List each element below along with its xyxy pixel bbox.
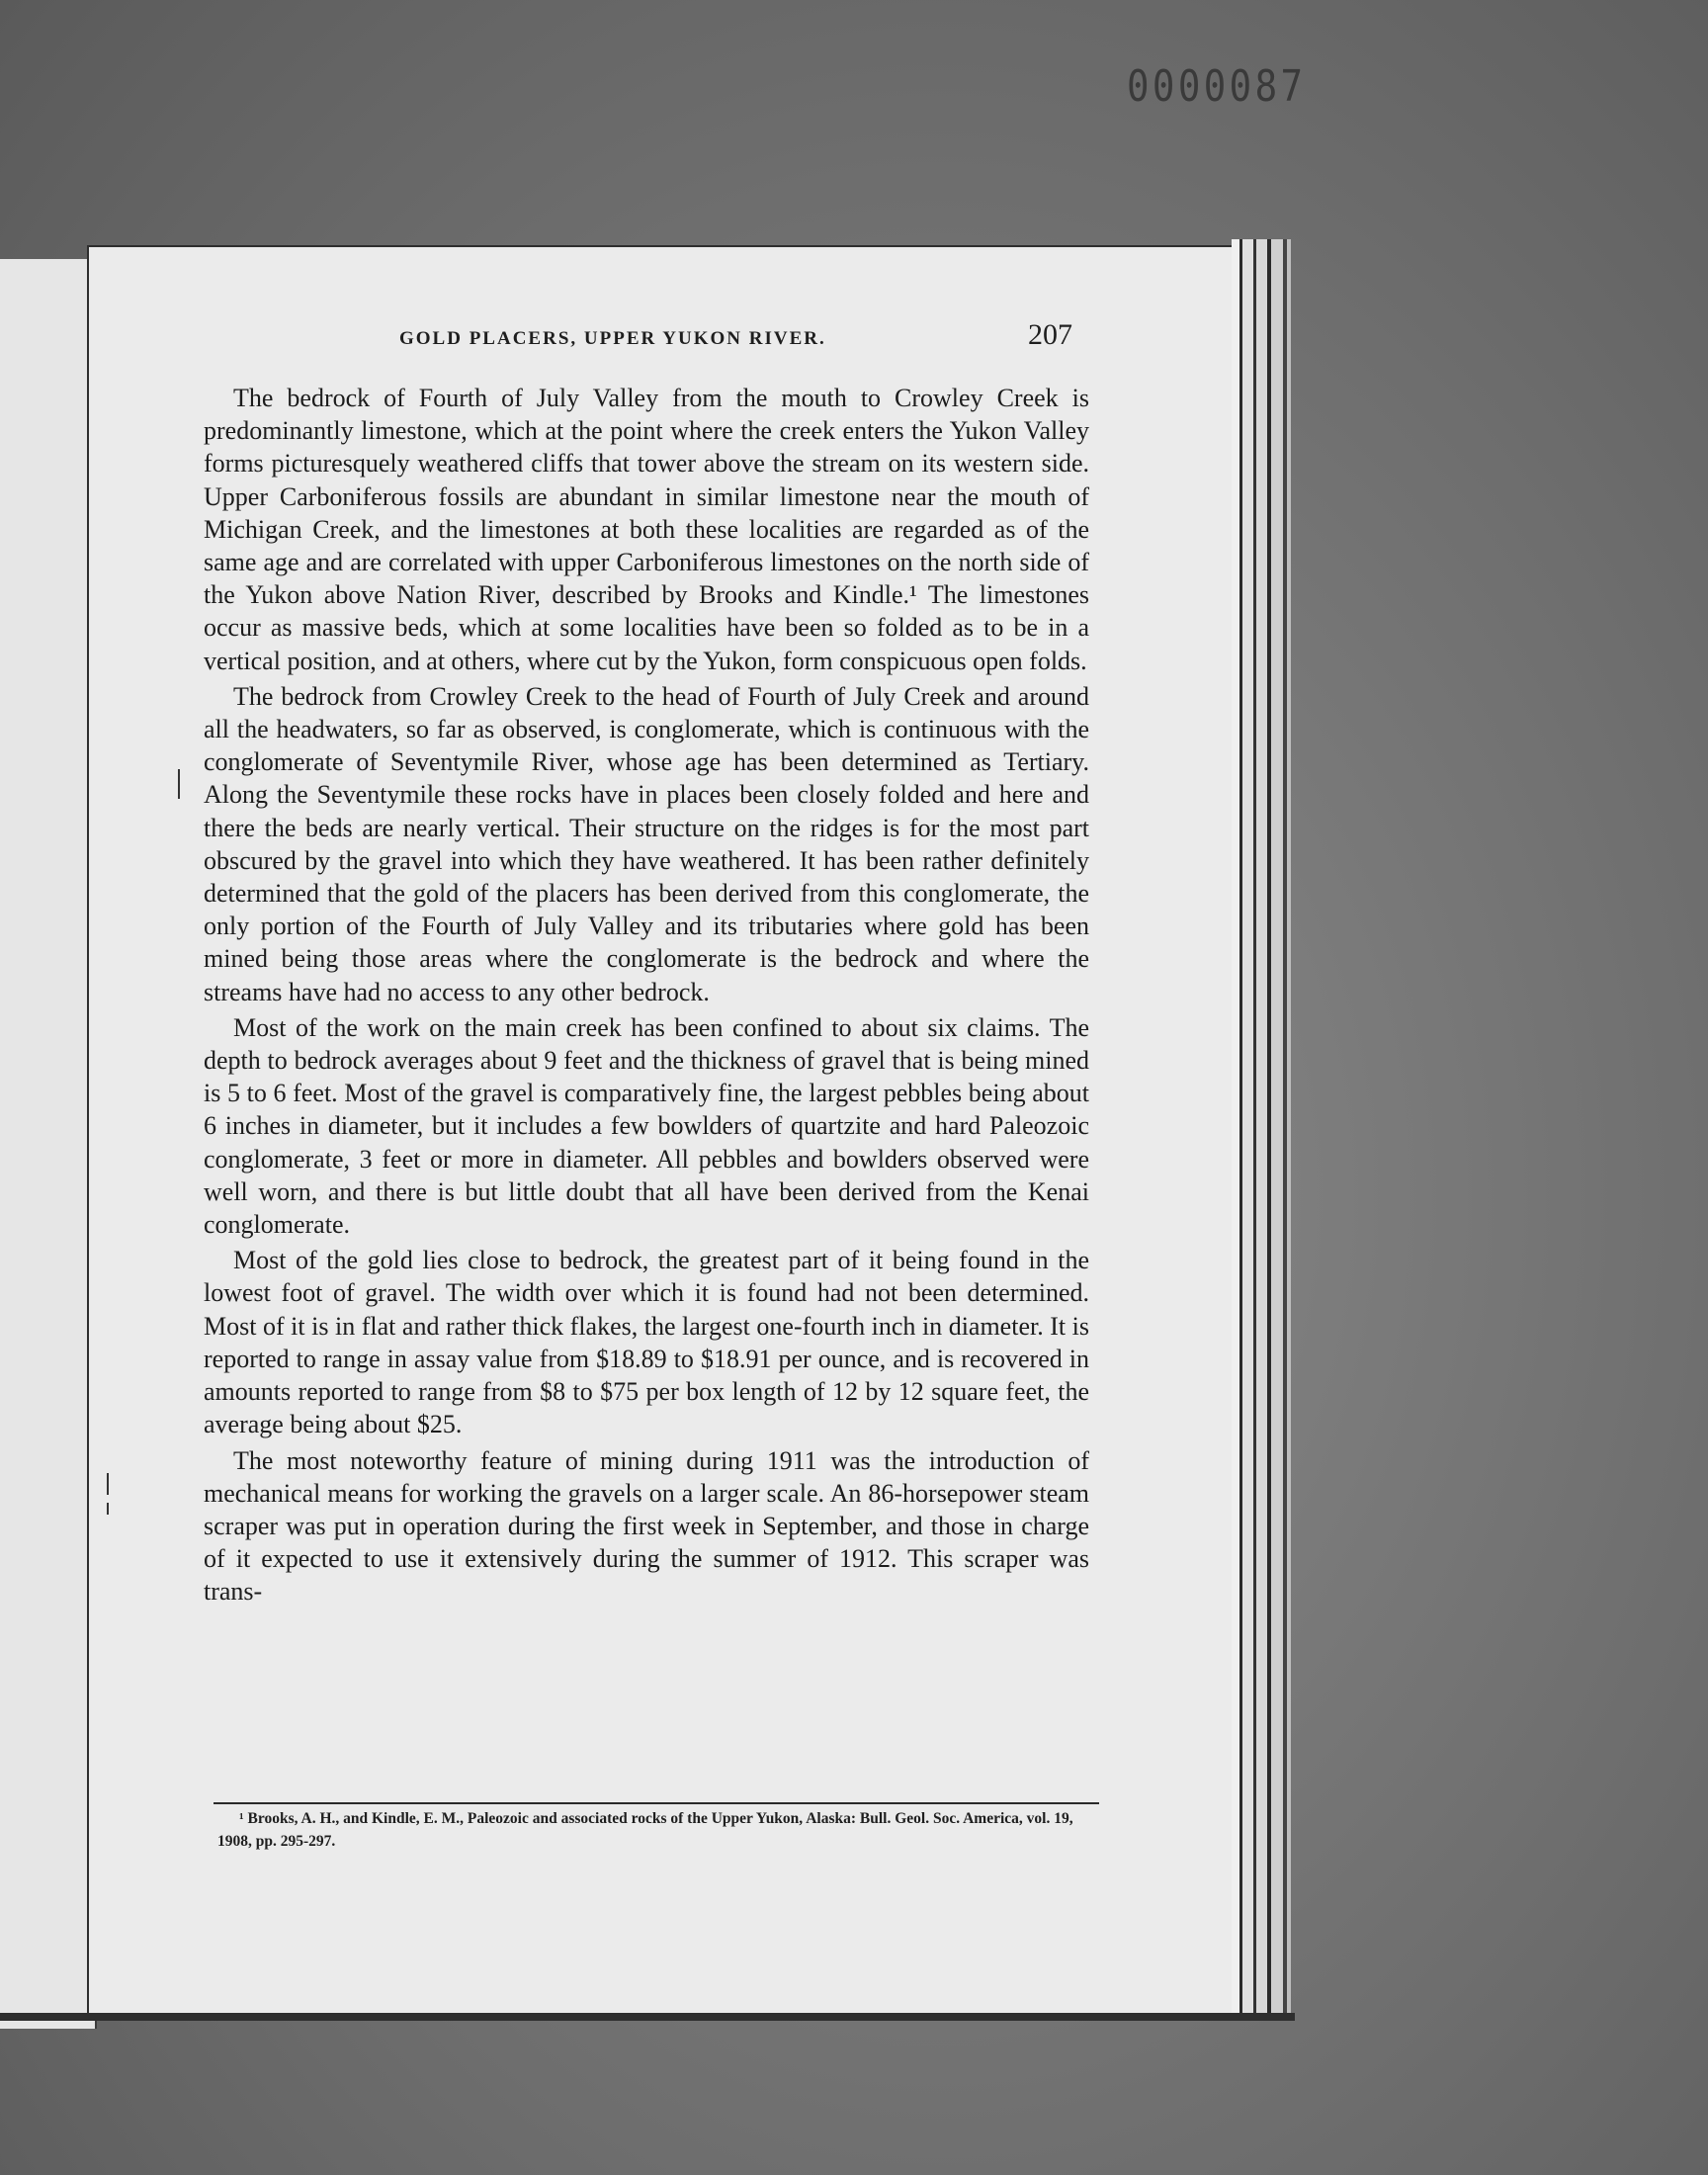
running-head: GOLD PLACERS, UPPER YUKON RIVER. bbox=[399, 328, 826, 349]
page-bottom-edge bbox=[0, 2013, 1295, 2021]
margin-mark bbox=[107, 1503, 109, 1515]
paragraph-gold-distribution: Most of the gold lies close to bedrock, the greatest part of it being found in the lowest foot of gravel. The width over which it is found had not been determined. Most of it is in flat and rather thick flakes, the largest one-fourth inch in diameter. It is reported to range in assay value from $18.89 to $18.91 per ounce, and is recovered in amounts reported to range from $8 to $75 per box length of 12 by 12 square feet, the average being about $25. bbox=[204, 1246, 1089, 1439]
book-spine bbox=[1232, 239, 1291, 2019]
paragraph-main-creek-work: Most of the work on the main creek has been confined to about six claims. The depth to bedrock averages about 9 feet and the thickness of gravel that is being mined is 5 to 6 feet. Most of the gravel is comparatively fine, the largest pebbles being about 6 inches in diameter, but it includes a few bowlders of quartzite and hard Paleozoic conglomerate, 3 feet or more in diameter. All pebbles and bowlders observed were well worn, and there is but little doubt that all have been derived from the Kenai conglomerate. bbox=[204, 1012, 1089, 1240]
margin-mark bbox=[107, 1473, 109, 1495]
document-stamp-number: 0000087 bbox=[1127, 61, 1307, 112]
page-header bbox=[198, 318, 1087, 368]
margin-mark bbox=[178, 769, 180, 799]
footnote-rule bbox=[214, 1802, 1099, 1804]
paragraph-bedrock-limestone: The bedrock of Fourth of July Valley from the mouth to Crowley Creek is predominantly limestone, which at the point where the creek enters the Yukon Valley forms picturesquely weathered cliffs that tower above the stream on its western side. Upper Carboniferous fossils are abundant in similar limestone near the mouth of Michigan Creek, and the limestones at both these localities are regarded as of the same age and are correlated with upper Carboniferous limestones on the north side of the Yukon above Nation River, described by Brooks and Kindle.¹ The limestones occur as massive beds, which at some localities have been so folded as to be in a vertical position, and at others, where cut by the Yukon, form conspicuous open folds. bbox=[204, 384, 1089, 675]
paragraph-mining-1911: The most noteworthy feature of mining during 1911 was the introduction of mechanical means for working the gravels on a larger scale. An 86-horsepower steam scraper was put in operation during the first week in September, and those in charge of it expected to use it extensively during the summer of 1912. This scraper was trans- bbox=[204, 1445, 1089, 1607]
body-text bbox=[204, 382, 1089, 1609]
paragraph-bedrock-conglomerate: The bedrock from Crowley Creek to the head of Fourth of July Creek and around all the headwaters, so far as observed, is conglomerate, which is continuous with the conglomerate of Seventymile River, whose age has been determined as Tertiary. Along the Seventymile these rocks have in places been closely folded and here and there the beds are nearly vertical. Their structure on the ridges is for the most part obscured by the gravel into which they have weathered. It has been rather definitely determined that the gold of the placers has been derived from this conglomerate, the only portion of the Fourth of July Valley and its tributaries where gold has been mined being those areas where the conglomerate is the bedrock and where the streams have had no access to any other bedrock. bbox=[204, 681, 1089, 1006]
left-page-edge bbox=[0, 259, 97, 2029]
footnote: ¹ Brooks, A. H., and Kindle, E. M., Paleozoic and associated rocks of the Upper Yukon, Alaska: Bull. Geol. Soc. America, vol. 19, 1908, pp. 295-297. bbox=[217, 1810, 1073, 1850]
page-number: 207 bbox=[1028, 318, 1072, 351]
